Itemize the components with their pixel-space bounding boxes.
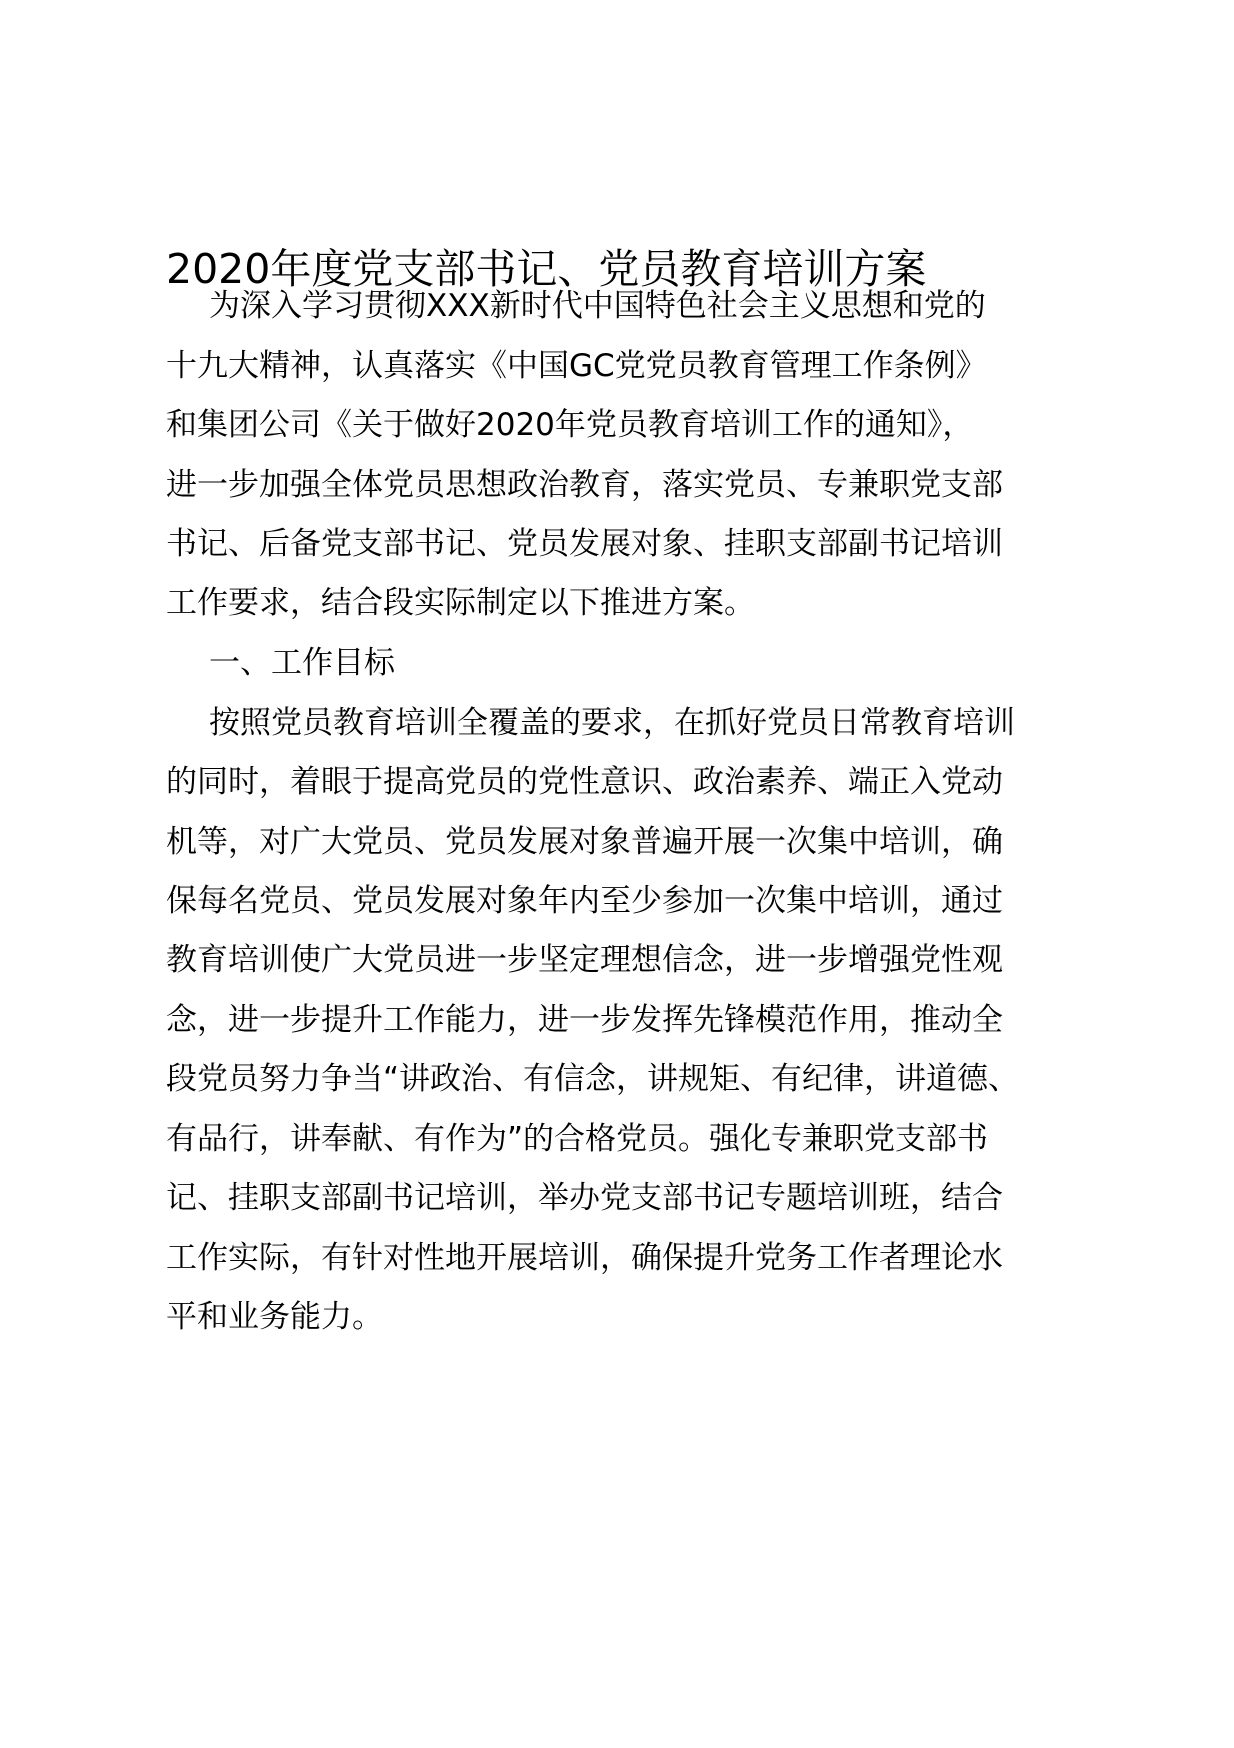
body-line: 机等，对广大党员、党员发展对象普遍开展一次集中培训，确 bbox=[166, 824, 1003, 860]
intro-line: 和集团公司《关于做好2020年党员教育培训工作的通知》， bbox=[166, 407, 974, 443]
body-line: 平和业务能力。 bbox=[166, 1299, 383, 1335]
body-line: 的同时，着眼于提高党员的党性意识、政治素养、端正入党动 bbox=[166, 764, 1003, 800]
intro-line: 为深入学习贯彻XXX新时代中国特色社会主义思想和党的 bbox=[209, 288, 986, 324]
intro-line: 工作要求，结合段实际制定以下推进方案。 bbox=[166, 585, 755, 621]
document-title: 2020年度党支部书记、党员教育培训方案 bbox=[166, 245, 927, 293]
body-line: 念，进一步提升工作能力，进一步发挥先锋模范作用，推动全 bbox=[166, 1002, 1003, 1038]
body-line: 有品行，讲奉献、有作为”的合格党员。强化专兼职党支部书 bbox=[166, 1121, 989, 1157]
body-line: 段党员努力争当“讲政治、有信念，讲规矩、有纪律，讲道德、 bbox=[166, 1061, 1020, 1097]
intro-line: 十九大精神，认真落实《中国GC党党员教育管理工作条例》 bbox=[166, 348, 987, 384]
body-line: 记、挂职支部副书记培训，举办党支部书记专题培训班，结合 bbox=[166, 1180, 1003, 1216]
body-line: 按照党员教育培训全覆盖的要求，在抓好党员日常教育培训 bbox=[209, 705, 1015, 741]
section-heading: 一、工作目标 bbox=[209, 645, 395, 681]
intro-line: 进一步加强全体党员思想政治教育，落实党员、专兼职党支部 bbox=[166, 467, 1003, 503]
body-line: 教育培训使广大党员进一步坚定理想信念，进一步增强党性观 bbox=[166, 942, 1003, 978]
body-line: 保每名党员、党员发展对象年内至少参加一次集中培训，通过 bbox=[166, 883, 1003, 919]
intro-line: 书记、后备党支部书记、党员发展对象、挂职支部副书记培训 bbox=[166, 526, 1003, 562]
body-line: 工作实际，有针对性地开展培训，确保提升党务工作者理论水 bbox=[166, 1240, 1003, 1276]
